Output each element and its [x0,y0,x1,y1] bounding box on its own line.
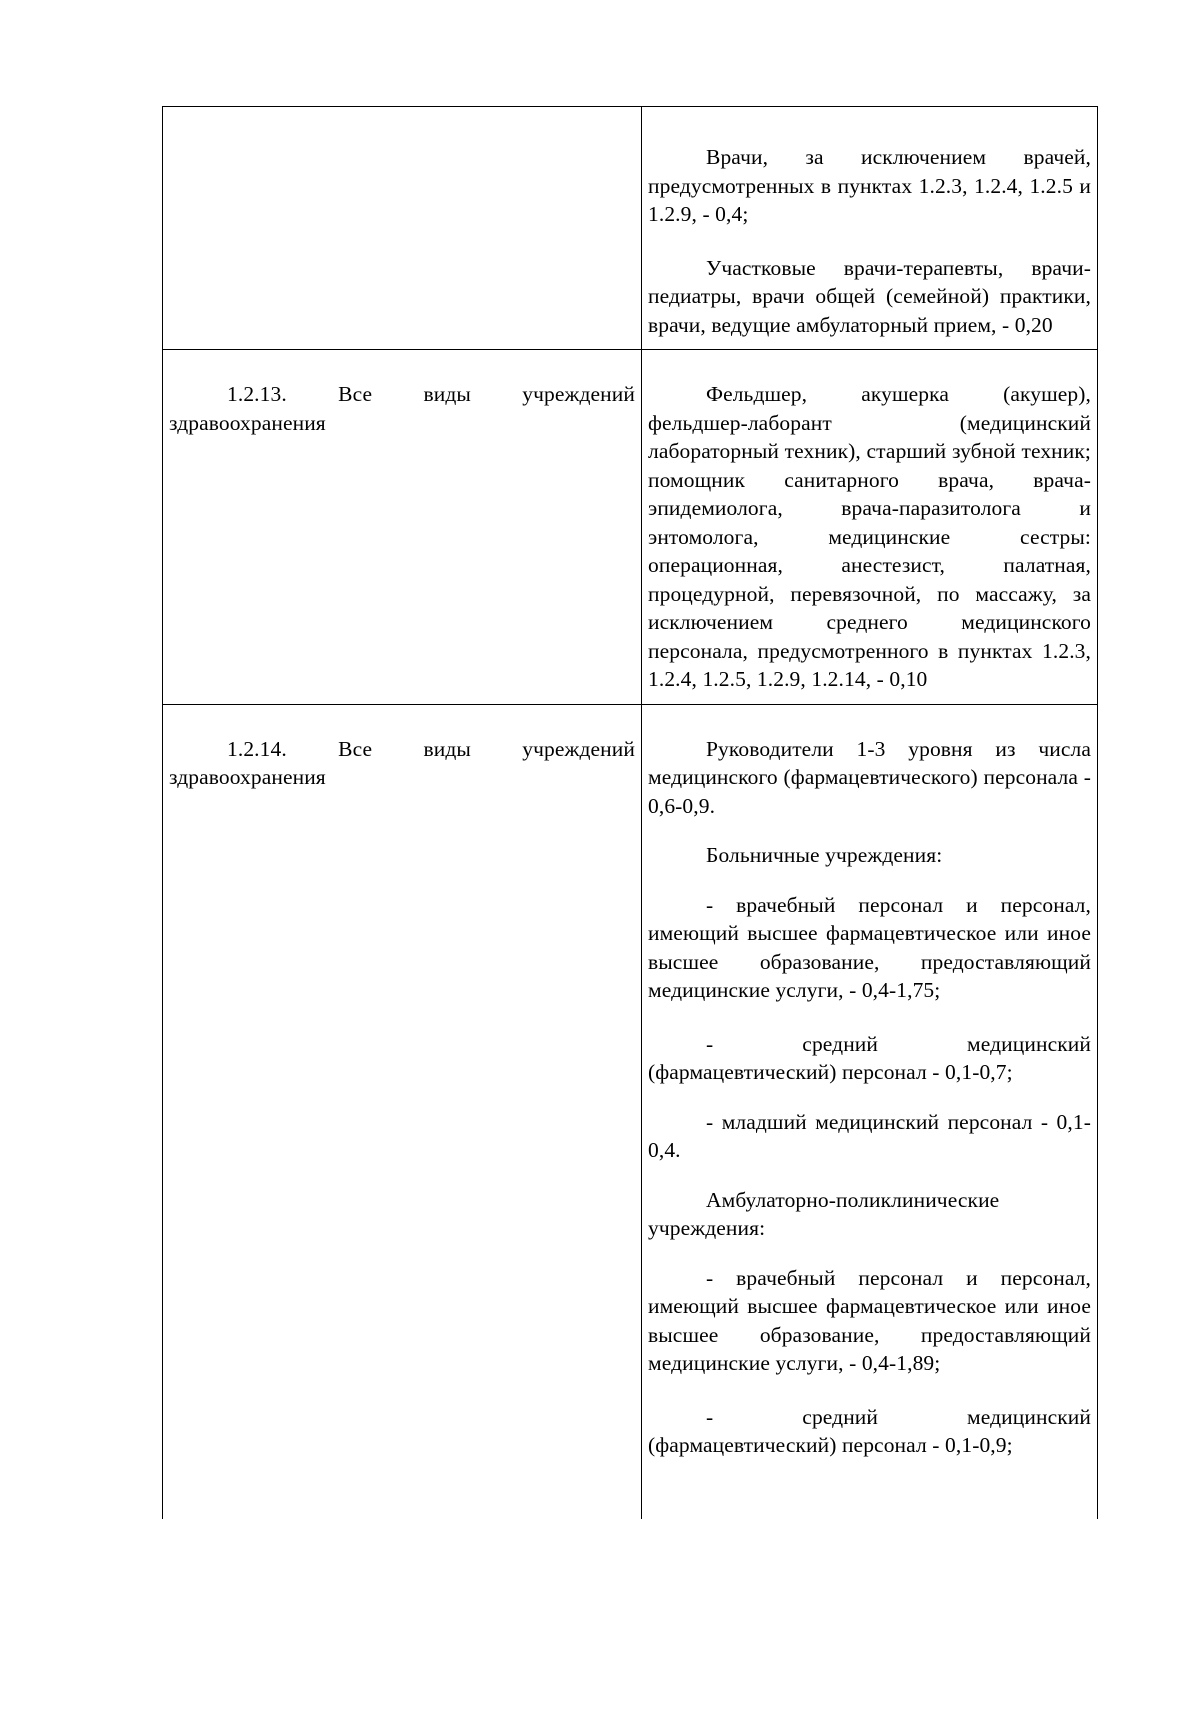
position-text: - младший медицинский персонал - 0,1-0,4. [648,1109,1091,1162]
table-cell-positions [642,107,1098,350]
position-text: Больничные учреждения: [706,843,943,867]
category-text: 1.2.13. Все виды учреждений здравоохранения [169,382,635,435]
table-cell-positions [642,350,1098,705]
position-text: Фельдшер, акушерка (акушер), фельдшер-лаборант (медицинский лабораторный техник), старший зубной техник; помощник санитарного врача, врача-эпидемиолога, врача-паразитолога и энтомолога, медицинские сестры: операционная, анестезист, палатная, процедурной, перевязочной, по массажу, за исключением среднего медицинского персонала, предусмотренного в пунктах 1.2.3, 1.2.4, 1.2.5, 1.2.9, 1.2.14, - 0,10 [648,382,1091,691]
coefficients-table [162,106,1098,1519]
table-cell-category [163,107,642,350]
position-text: - врачебный персонал и персонал, имеющий высшее фармацевтическое или иное высшее образование, предоставляющий медицинские услуги, - 0,4-1,89; [648,1265,1091,1375]
position-text: - врачебный персонал и персонал, имеющий высшее фармацевтическое или иное высшее образование, предоставляющий медицинские услуги, - 0,4-1,75; [648,892,1091,1002]
table-row [163,704,1098,1519]
table-cell-positions [642,704,1098,1519]
table-cell-category [163,350,642,705]
position-text: Участковые врачи-терапевты, врачи-педиатры, врачи общей (семейной) практики, врачи, ведущие амбулаторный прием, - 0,20 [648,255,1091,337]
category-text: 1.2.14. Все виды учреждений здравоохранения [169,736,635,789]
table-row [163,350,1098,705]
position-text: - средний медицинский (фармацевтический) персонал - 0,1-0,9; [648,1404,1091,1457]
position-text: Руководители 1-3 уровня из числа медицинского (фармацевтического) персонала - 0,6-0,9. [648,736,1091,818]
table-cell-category [163,704,642,1519]
table-row [163,107,1098,350]
position-text: - средний медицинский (фармацевтический) персонал - 0,1-0,7; [648,1031,1091,1084]
position-text: Врачи, за исключением врачей, предусмотренных в пунктах 1.2.3, 1.2.4, 1.2.5 и 1.2.9, - 0,4; [648,145,1091,226]
position-text: Амбулаторно-поликлинические учреждения: [648,1187,1000,1240]
